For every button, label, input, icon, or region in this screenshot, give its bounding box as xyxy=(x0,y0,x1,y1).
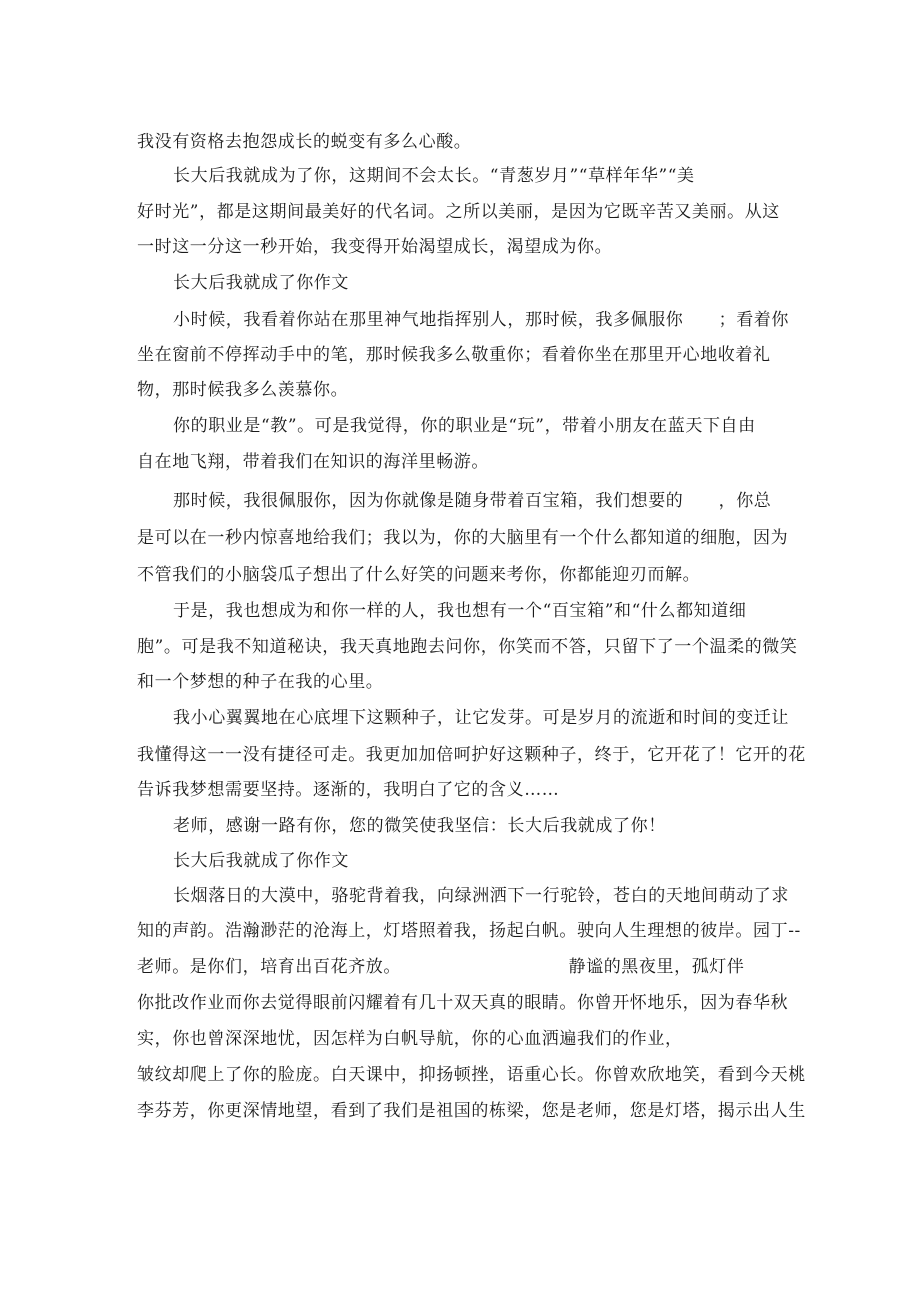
text-line: 小时候，我看着你站在那里神气地指挥别人，那时候，我多佩服你 ；看着你 xyxy=(173,310,789,330)
text-line: 你批改作业而你去觉得眼前闪耀着有几十双天真的眼睛。你曾开怀地乐，因为春华秋 xyxy=(137,993,789,1013)
text-line: 不管我们的小脑袋瓜子想出了什么好笑的问题来考你，你都能迎刃而解。 xyxy=(137,565,701,585)
text-line: 李芬芳，你更深情地望，看到了我们是祖国的栋梁，您是老师，您是灯塔，揭示出人生 xyxy=(137,1101,806,1121)
section-heading: 长大后我就成了你作文 xyxy=(173,851,349,871)
text-line: 坐在窗前不停挥动手中的笔，那时候我多么敬重你；看着你坐在那里开心地收着礼 xyxy=(137,345,771,365)
text-line: 于是，我也想成为和你一样的人，我也想有一个“百宝箱”和“什么都知道细 xyxy=(173,601,747,621)
text-line: 长烟落日的大漠中，骆驼背着我，向绿洲洒下一行驼铃，苍白的天地间萌动了求 xyxy=(173,886,789,906)
text-line: 皱纹却爬上了你的脸庞。白天课中，抑扬顿挫，语重心长。你曾欢欣地笑，看到今天桃 xyxy=(137,1065,806,1085)
section-heading: 长大后我就成了你作文 xyxy=(173,273,349,293)
text-line: 你的职业是“教”。可是我觉得，你的职业是“玩”，带着小朋友在蓝天下自由 xyxy=(173,416,756,436)
text-line: 我懂得这一一没有捷径可走。我更加加倍呵护好这颗种子，终于，它开花了！它开的花 xyxy=(137,745,806,765)
text-line: 老师，感谢一路有你，您的微笑使我坚信：长大后我就成了你！ xyxy=(173,816,666,836)
text-line: 告诉我梦想需要坚持。逐渐的，我明白了它的含义…… xyxy=(137,780,560,800)
text-line: 胞”。可是我不知道秘诀，我天真地跑去问你，你笑而不答，只留下了一个温柔的微笑 xyxy=(137,637,798,657)
text-line: 长大后我就成为了你，这期间不会太长。“青葱岁月”“草样年华”“美 xyxy=(173,166,695,186)
text-line: 一时这一分这一秒开始，我变得开始渴望成长，渴望成为你。 xyxy=(137,237,613,257)
text-line: 我小心翼翼地在心底埋下这颗种子，让它发芽。可是岁月的流逝和时间的变迁让 xyxy=(173,708,789,728)
text-line: 是可以在一秒内惊喜地给我们；我以为，你的大脑里有一个什么都知道的细胞，因为 xyxy=(137,528,789,548)
text-line: 物，那时候我多么羡慕你。 xyxy=(137,380,349,400)
text-line: 知的声韵。浩瀚渺茫的沧海上，灯塔照着我，扬起白帆。驶向人生理想的彼岸。园丁-- xyxy=(137,921,801,941)
text-line: 老师。是你们，培育出百花齐放。 静谧的黑夜里，孤灯伴 xyxy=(137,957,745,977)
text-line: 我没有资格去抱怨成长的蜕变有多么心酸。 xyxy=(137,132,472,152)
text-line: 实，你也曾深深地忧，因怎样为白帆导航，你的心血洒遍我们的作业， xyxy=(137,1029,683,1049)
text-line: 好时光”，都是这期间最美好的代名词。之所以美丽，是因为它既辛苦又美丽。从这 xyxy=(137,202,780,222)
text-line: 那时候，我很佩服你，因为你就像是随身带着百宝箱，我们想要的 ，你总 xyxy=(173,491,772,511)
text-line: 自在地飞翔，带着我们在知识的海洋里畅游。 xyxy=(137,452,489,472)
text-line: 和一个梦想的种子在我的心里。 xyxy=(137,672,384,692)
